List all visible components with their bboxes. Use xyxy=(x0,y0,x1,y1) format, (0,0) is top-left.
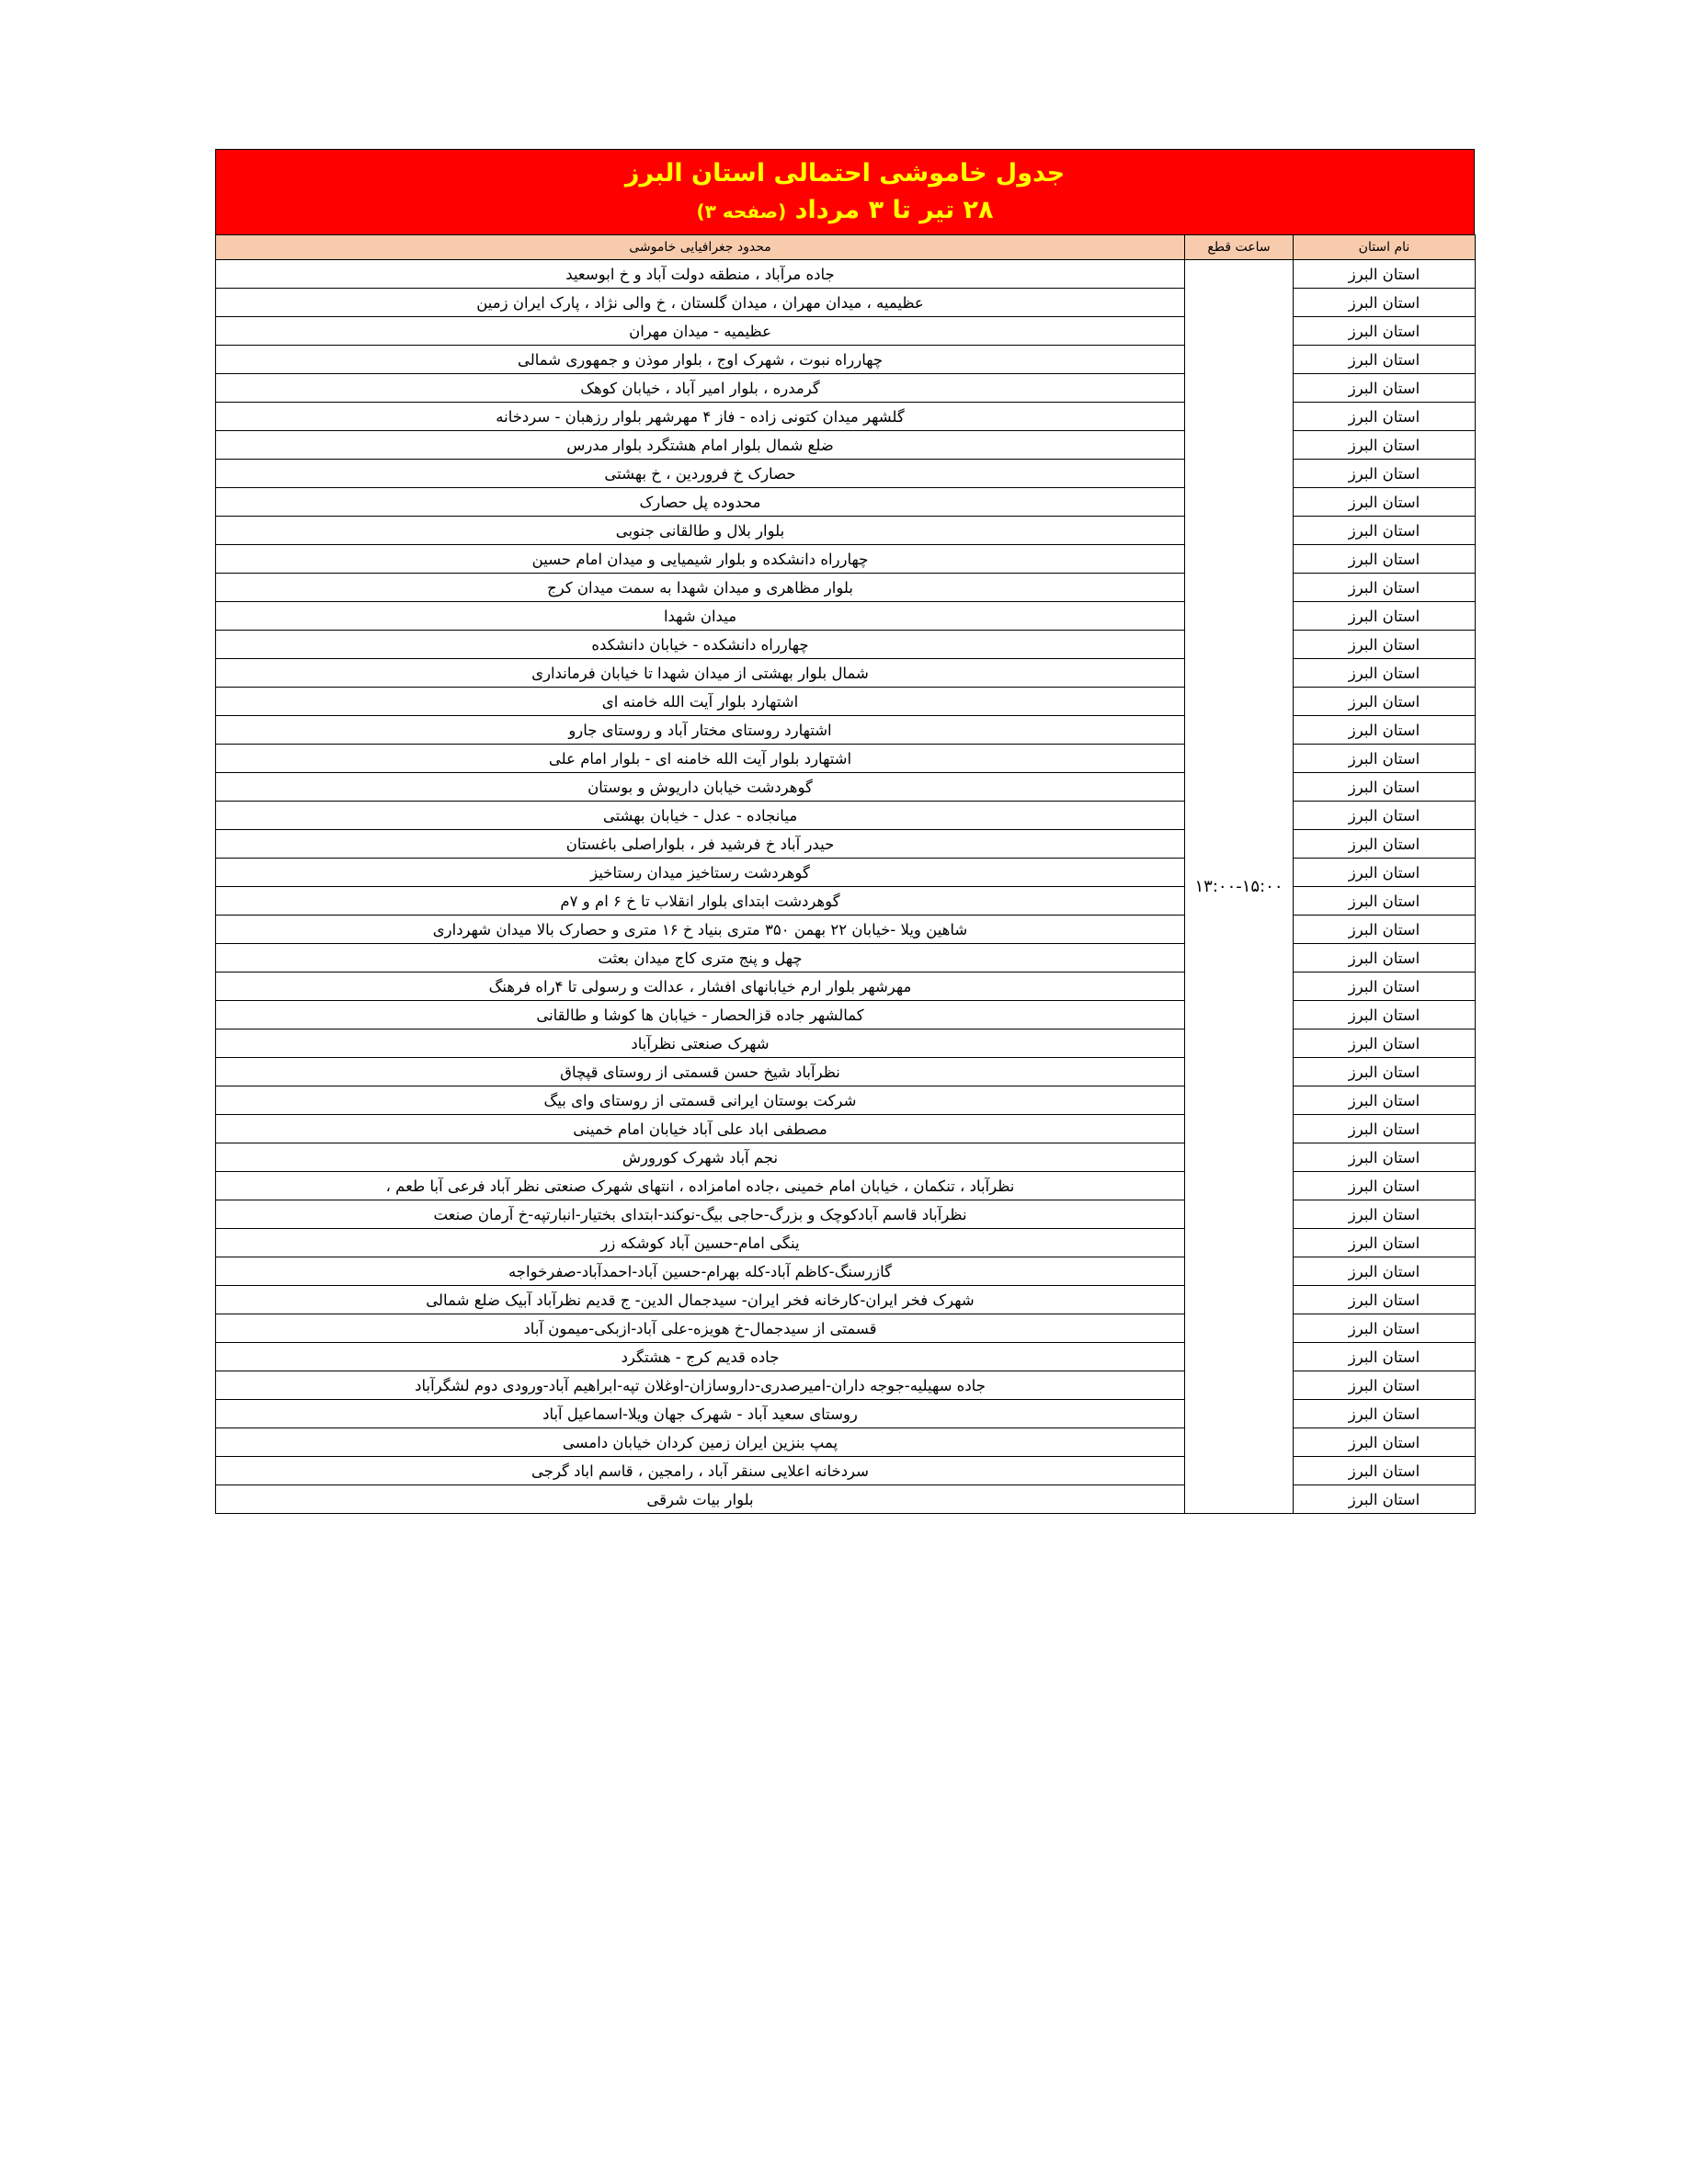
header-row xyxy=(216,235,1476,260)
province-cell: استان البرز xyxy=(1294,260,1476,289)
area-cell: کمالشهر جاده قزالحصار - خیابان ها کوشا و طالقانی xyxy=(216,1001,1185,1029)
area-cell: شهرک فخر ایران-کارخانه فخر ایران- سیدجمال الدین- ج قدیم نظرآباد آبیک ضلع شمالی xyxy=(216,1286,1185,1314)
province-cell: استان البرز xyxy=(1294,1371,1476,1400)
area-cell: جاده سهیلیه-جوجه داران-امیرصدری-داروسازان-اوغلان تپه-ابراهیم آباد-ورودی دوم لشگرآباد xyxy=(216,1371,1185,1400)
area-cell: شرکت بوستان ایرانی قسمتی از روستای وای بیگ xyxy=(216,1086,1185,1115)
header-province: نام استان xyxy=(1294,235,1476,260)
area-cell: گازرسنگ-کاظم آباد-کله بهرام-حسین آباد-احمدآباد-صفرخواجه xyxy=(216,1257,1185,1286)
province-cell: استان البرز xyxy=(1294,830,1476,859)
province-cell: استان البرز xyxy=(1294,659,1476,688)
province-cell: استان البرز xyxy=(1294,1086,1476,1115)
area-cell: شاهین ویلا -خیابان ۲۲ بهمن ۳۵۰ متری بنیاد خ ۱۶ متری و حصارک بالا میدان شهرداری xyxy=(216,916,1185,944)
province-cell: استان البرز xyxy=(1294,887,1476,916)
area-cell: گوهردشت رستاخیز میدان رستاخیز xyxy=(216,859,1185,887)
area-cell: میدان شهدا xyxy=(216,602,1185,631)
province-cell: استان البرز xyxy=(1294,545,1476,574)
area-cell: نجم آباد شهرک کورورش xyxy=(216,1143,1185,1172)
area-cell: عظیمیه ، میدان مهران ، میدان گلستان ، خ والی نژاد ، پارک ایران زمین xyxy=(216,289,1185,317)
outage-table xyxy=(215,234,1476,1514)
area-cell: بلوار بیات شرقی xyxy=(216,1485,1185,1514)
province-cell: استان البرز xyxy=(1294,317,1476,346)
province-cell: استان البرز xyxy=(1294,688,1476,716)
province-cell: استان البرز xyxy=(1294,1058,1476,1086)
province-cell: استان البرز xyxy=(1294,1400,1476,1428)
area-cell: نظرآباد شیخ حسن قسمتی از روستای قپچاق xyxy=(216,1058,1185,1086)
province-cell: استان البرز xyxy=(1294,631,1476,659)
province-cell: استان البرز xyxy=(1294,574,1476,602)
province-cell: استان البرز xyxy=(1294,1229,1476,1257)
province-cell: استان البرز xyxy=(1294,460,1476,488)
province-cell: استان البرز xyxy=(1294,1286,1476,1314)
header-time: ساعت قطع xyxy=(1185,235,1294,260)
province-cell: استان البرز xyxy=(1294,346,1476,374)
table-row xyxy=(216,260,1476,289)
province-cell: استان البرز xyxy=(1294,1172,1476,1200)
province-cell: استان البرز xyxy=(1294,1485,1476,1514)
area-cell: گلشهر میدان کتونی زاده - فاز ۴ مهرشهر بلوار رزهبان - سردخانه xyxy=(216,403,1185,431)
outage-time-cell: ۱۳:۰۰-۱۵:۰۰ xyxy=(1185,260,1294,1514)
province-cell: استان البرز xyxy=(1294,716,1476,745)
area-cell: اشتهارد بلوار آیت الله خامنه ای xyxy=(216,688,1185,716)
area-cell: میانجاده - عدل - خیابان بهشتی xyxy=(216,802,1185,830)
province-cell: استان البرز xyxy=(1294,517,1476,545)
area-cell: چهارراه نبوت ، شهرک اوج ، بلوار موذن و جمهوری شمالی xyxy=(216,346,1185,374)
province-cell: استان البرز xyxy=(1294,431,1476,460)
province-cell: استان البرز xyxy=(1294,289,1476,317)
province-cell: استان البرز xyxy=(1294,374,1476,403)
province-cell: استان البرز xyxy=(1294,1428,1476,1457)
area-cell: بلوار مظاهری و میدان شهدا به سمت میدان کرج xyxy=(216,574,1185,602)
area-cell: اشتهارد روستای مختار آباد و روستای جارو xyxy=(216,716,1185,745)
area-cell: جاده قدیم کرج - هشتگرد xyxy=(216,1343,1185,1371)
province-cell: استان البرز xyxy=(1294,1115,1476,1143)
page-number-note: (صفحه ۳) xyxy=(696,199,787,222)
table-body xyxy=(216,260,1476,1514)
area-cell: حصارک خ فروردین ، خ بهشتی xyxy=(216,460,1185,488)
province-cell: استان البرز xyxy=(1294,1314,1476,1343)
area-cell: جاده مرآباد ، منطقه دولت آباد و خ ابوسعید xyxy=(216,260,1185,289)
area-cell: شهرک صنعتی نظرآباد xyxy=(216,1029,1185,1058)
area-cell: ضلع شمال بلوار امام هشتگرد بلوار مدرس xyxy=(216,431,1185,460)
province-cell: استان البرز xyxy=(1294,916,1476,944)
province-cell: استان البرز xyxy=(1294,944,1476,973)
area-cell: گوهردشت ابتدای بلوار انقلاب تا خ ۶ ام و ۷م xyxy=(216,887,1185,916)
header-area: محدود جغرافیایی خاموشی xyxy=(216,235,1185,260)
date-range-text: ۲۸ تیر تا ۳ مرداد xyxy=(794,195,994,224)
area-cell: محدوده پل حصارک xyxy=(216,488,1185,517)
title-banner xyxy=(215,149,1475,234)
province-cell: استان البرز xyxy=(1294,773,1476,802)
area-cell: نظرآباد ، تنکمان ، خیابان امام خمینی ،جاده امامزاده ، انتهای شهرک صنعتی نظر آباد فرعی آبا طعم ، xyxy=(216,1172,1185,1200)
area-cell: چهل و پنج متری کاج میدان بعثت xyxy=(216,944,1185,973)
province-cell: استان البرز xyxy=(1294,602,1476,631)
province-cell: استان البرز xyxy=(1294,1457,1476,1485)
area-cell: سردخانه اعلایی سنقر آباد ، رامجین ، قاسم اباد گرجی xyxy=(216,1457,1185,1485)
area-cell: پمپ بنزین ایران زمین کردان خیابان دامسی xyxy=(216,1428,1185,1457)
outage-sheet xyxy=(215,149,1475,1514)
province-cell: استان البرز xyxy=(1294,488,1476,517)
province-cell: استان البرز xyxy=(1294,403,1476,431)
area-cell: شمال بلوار بهشتی از میدان شهدا تا خیابان فرمانداری xyxy=(216,659,1185,688)
area-cell: ینگی امام-حسین آباد کوشکه زر xyxy=(216,1229,1185,1257)
area-cell: چهارراه دانشکده و بلوار شیمیایی و میدان امام حسین xyxy=(216,545,1185,574)
area-cell: چهارراه دانشکده - خیابان دانشکده xyxy=(216,631,1185,659)
province-cell: استان البرز xyxy=(1294,1001,1476,1029)
area-cell: عظیمیه - میدان مهران xyxy=(216,317,1185,346)
area-cell: اشتهارد بلوار آیت الله خامنه ای - بلوار امام علی xyxy=(216,745,1185,773)
area-cell: گوهردشت خیابان داریوش و بوستان xyxy=(216,773,1185,802)
area-cell: روستای سعید آباد - شهرک جهان ویلا-اسماعیل آباد xyxy=(216,1400,1185,1428)
area-cell: حیدر آباد خ فرشید فر ، بلواراصلی باغستان xyxy=(216,830,1185,859)
area-cell: گرمدره ، بلوار امیر آباد ، خیابان کوهک xyxy=(216,374,1185,403)
area-cell: نظرآباد قاسم آبادکوچک و بزرگ-حاجی بیگ-نوکند-ابتدای بختیار-انبارتپه-خ آرمان صنعت xyxy=(216,1200,1185,1229)
province-cell: استان البرز xyxy=(1294,1143,1476,1172)
province-cell: استان البرز xyxy=(1294,802,1476,830)
area-cell: مهرشهر بلوار ارم خیابانهای افشار ، عدالت و رسولی تا ۴راه فرهنگ xyxy=(216,973,1185,1001)
province-cell: استان البرز xyxy=(1294,1257,1476,1286)
province-cell: استان البرز xyxy=(1294,859,1476,887)
province-cell: استان البرز xyxy=(1294,1200,1476,1229)
province-cell: استان البرز xyxy=(1294,1029,1476,1058)
province-cell: استان البرز xyxy=(1294,973,1476,1001)
page-title: جدول خاموشی احتمالی استان البرز xyxy=(624,158,1066,188)
province-cell: استان البرز xyxy=(1294,1343,1476,1371)
area-cell: مصطفی اباد علی آباد خیابان امام خمینی xyxy=(216,1115,1185,1143)
area-cell: بلوار بلال و طالقانی جنوبی xyxy=(216,517,1185,545)
date-range xyxy=(697,192,994,230)
province-cell: استان البرز xyxy=(1294,745,1476,773)
area-cell: قسمتی از سیدجمال-خ هویزه-علی آباد-ازبکی-میمون آباد xyxy=(216,1314,1185,1343)
